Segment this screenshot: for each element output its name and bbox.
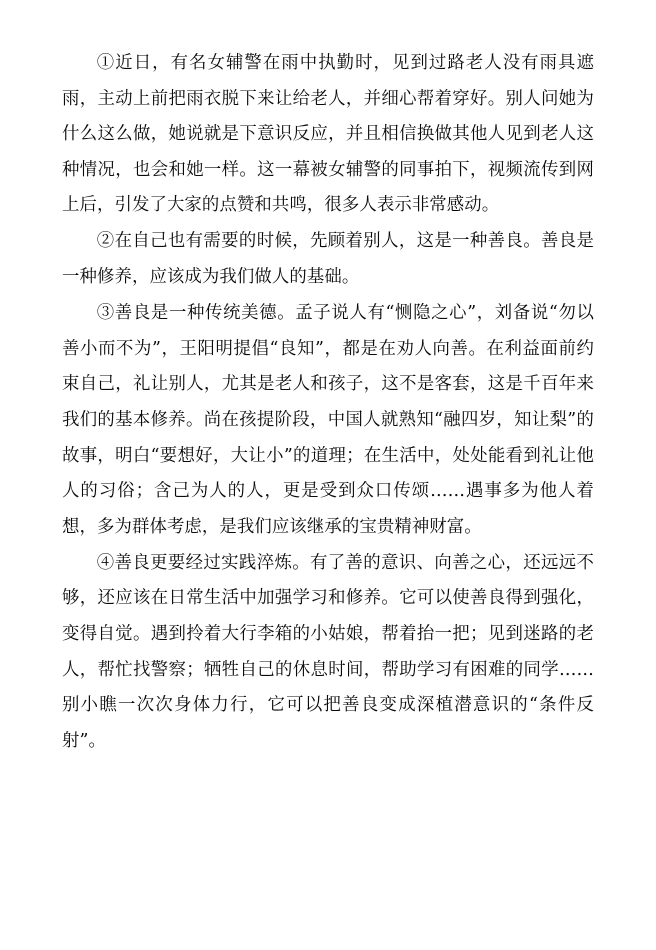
document-body bbox=[62, 46, 594, 759]
paragraph-2: ②在自己也有需要的时候，先顾着别人，这是一种善良。善良是一种修养，应该成为我们做人的基础。 bbox=[62, 231, 594, 288]
paragraph-1: ①近日，有名女辅警在雨中执勤时，见到过路老人没有雨具遮雨，主动上前把雨衣脱下来让给老人，并细心帮着穿好。别人问她为什么这么做，她说就是下意识反应，并且相信换做其他人见到老人这种情况，也会和她一样。这一幕被女辅警的同事拍下，视频流传到网上后，引发了大家的点赞和共鸣，很多人表示非常感动。 bbox=[62, 53, 594, 216]
paragraph-3: ③善良是一种传统美德。孟子说人有“恻隐之心”，刘备说“勿以善小而不为”，王阳明提倡“良知”，都是在劝人向善。在利益面前约束自己，礼让别人，尤其是老人和孩子，这不是客套，这是千百年来我们的基本修养。尚在孩提阶段，中国人就熟知“融四岁，知让梨”的故事，明白“要想好，大让小”的道理；在生活中，处处能看到礼让他人的习俗；含己为人的人，更是受到众口传颂……遇事多为他人着想，多为群体考虑，是我们应该继承的宝贵精神财富。 bbox=[62, 303, 594, 537]
paragraph-4: ④善良更要经过实践淬炼。有了善的意识、向善之心，还远远不够，还应该在日常生活中加强学习和修养。它可以使善良得到强化，变得自觉。遇到拎着大行李箱的小姑娘，帮着抬一把；见到迷路的老人，帮忙找警察；牺牲自己的休息时间，帮助学习有困难的同学……别小瞧一次次身体力行，它可以把善良变成深植潜意识的“条件反射”。 bbox=[62, 552, 594, 751]
